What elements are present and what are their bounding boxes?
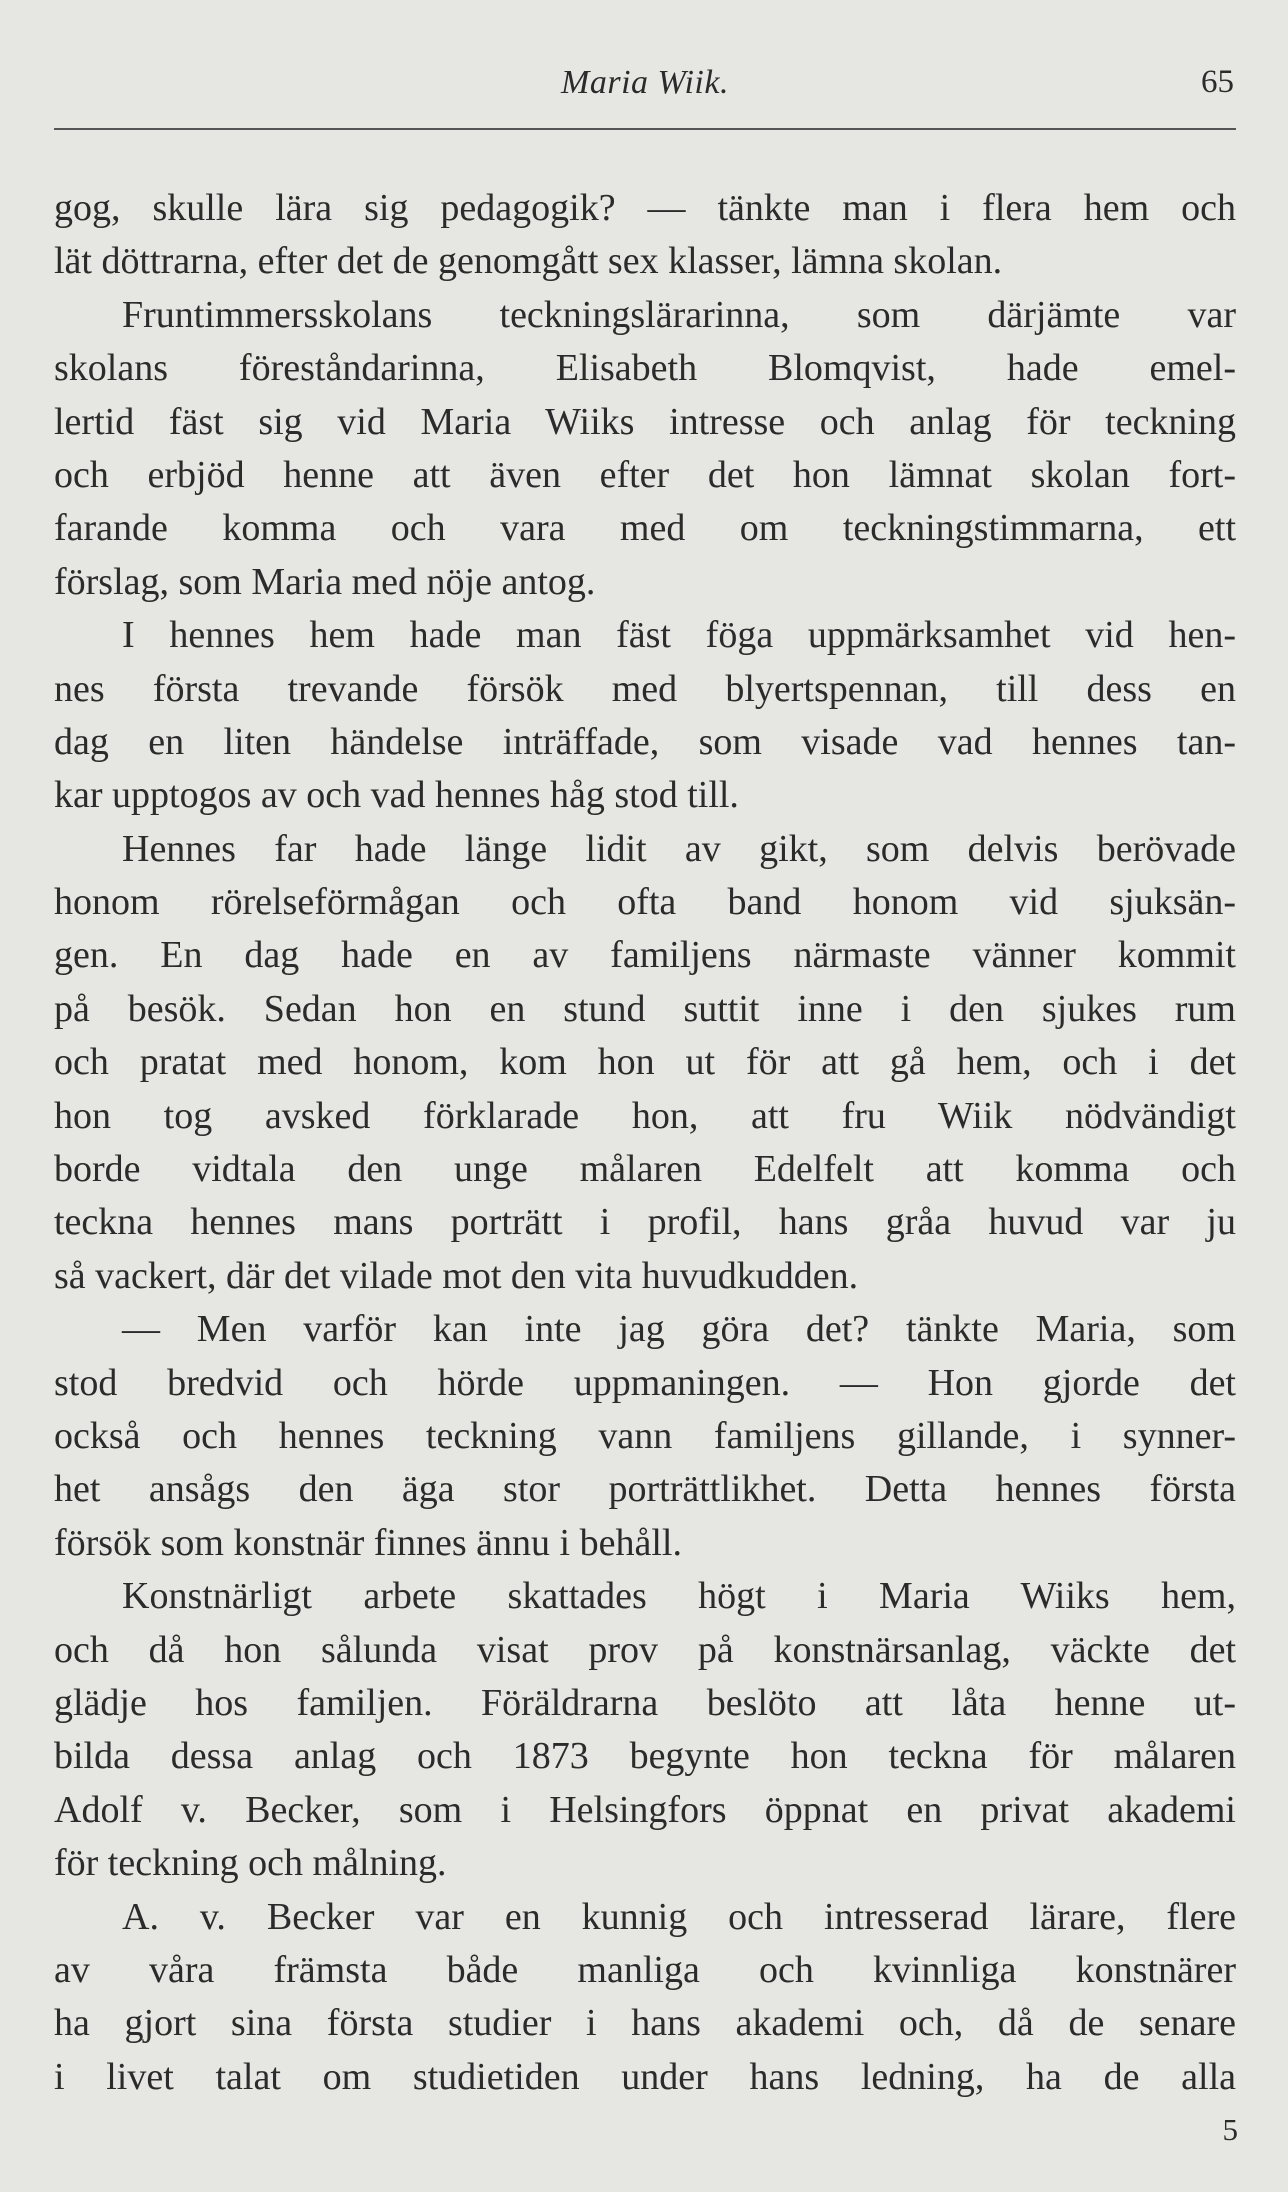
text-line: farande komma och vara med om teckningstimmarna, ett xyxy=(54,507,1236,550)
text-line: och erbjöd henne att även efter det hon lämnat skolan fort- xyxy=(54,453,1236,496)
running-head xyxy=(54,0,1236,130)
text-line: — Men varför kan inte jag göra det? tänkte Maria, som xyxy=(122,1308,1236,1351)
text-line: och pratat med honom, kom hon ut för att gå hem, och i det xyxy=(54,1041,1236,1084)
text-line: honom rörelseförmågan och ofta band honom vid sjuksän- xyxy=(54,881,1236,924)
text-line: I hennes hem hade man fäst föga uppmärksamhet vid hen- xyxy=(122,614,1236,657)
text-line: på besök. Sedan hon en stund suttit inne i den sjukes rum xyxy=(54,987,1236,1030)
body-text xyxy=(54,182,1236,2104)
text-line: kar upptogos av och vad hennes håg stod till. xyxy=(54,774,739,817)
text-line: stod bredvid och hörde uppmaningen. — Hon gjorde det xyxy=(54,1361,1236,1404)
text-line: nes första trevande försök med blyertspennan, till dess en xyxy=(54,667,1236,710)
text-line: Adolf v. Becker, som i Helsingfors öppnat en privat akademi xyxy=(54,1788,1236,1831)
text-line: Konstnärligt arbete skattades högt i Maria Wiiks hem, xyxy=(122,1575,1236,1618)
text-line: i livet talat om studietiden under hans ledning, ha de alla xyxy=(54,2055,1236,2098)
text-line: glädje hos familjen. Föräldrarna beslöto att låta henne ut- xyxy=(54,1681,1236,1724)
text-line: försök som konstnär finnes ännu i behåll. xyxy=(54,1521,682,1564)
text-line: hon tog avsked förklarade hon, att fru Wiik nödvändigt xyxy=(54,1094,1236,1137)
text-line: Hennes far hade länge lidit av gikt, som delvis berövade xyxy=(122,827,1236,870)
text-line: gog, skulle lära sig pedagogik? — tänkte man i flera hem och xyxy=(54,187,1236,229)
text-line: lät döttrarna, efter det de genomgått sex klasser, lämna skolan. xyxy=(54,240,1003,283)
text-line: borde vidtala den unge målaren Edelfelt att komma och xyxy=(54,1148,1236,1191)
text-line: så vackert, där det vilade mot den vita huvudkudden. xyxy=(54,1254,859,1297)
running-title: Maria Wiik. xyxy=(561,64,729,101)
text-line: förslag, som Maria med nöje antog. xyxy=(54,560,596,603)
text-line: lertid fäst sig vid Maria Wiiks intresse och anlag för teckning xyxy=(54,400,1236,443)
signature-mark: 5 xyxy=(1222,2112,1238,2147)
text-line: gen. En dag hade en av familjens närmaste vänner kommit xyxy=(54,934,1236,977)
text-line: dag en liten händelse inträffade, som visade vad hennes tan- xyxy=(54,720,1236,763)
text-line: ha gjort sina första studier i hans akademi och, då de senare xyxy=(54,2002,1236,2045)
text-line: bilda dessa anlag och 1873 begynte hon teckna för målaren xyxy=(54,1735,1236,1778)
page-number: 65 xyxy=(1201,64,1234,100)
text-line: teckna hennes mans porträtt i profil, hans gråa huvud var ju xyxy=(54,1201,1236,1244)
text-line: för teckning och målning. xyxy=(54,1842,447,1885)
text-line: skolans föreståndarinna, Elisabeth Blomqvist, hade emel- xyxy=(54,347,1236,390)
text-line: Fruntimmersskolans teckningslärarinna, som därjämte var xyxy=(122,293,1236,336)
text-line: och då hon sålunda visat prov på konstnärsanlag, väckte det xyxy=(54,1628,1236,1671)
text-line: het ansågs den äga stor porträttlikhet. Detta hennes första xyxy=(54,1468,1236,1511)
text-line: också och hennes teckning vann familjens gillande, i synner- xyxy=(54,1414,1236,1457)
text-line: A. v. Becker var en kunnig och intresserad lärare, flere xyxy=(122,1895,1236,1938)
text-line: av våra främsta både manliga och kvinnliga konstnärer xyxy=(54,1948,1236,1991)
